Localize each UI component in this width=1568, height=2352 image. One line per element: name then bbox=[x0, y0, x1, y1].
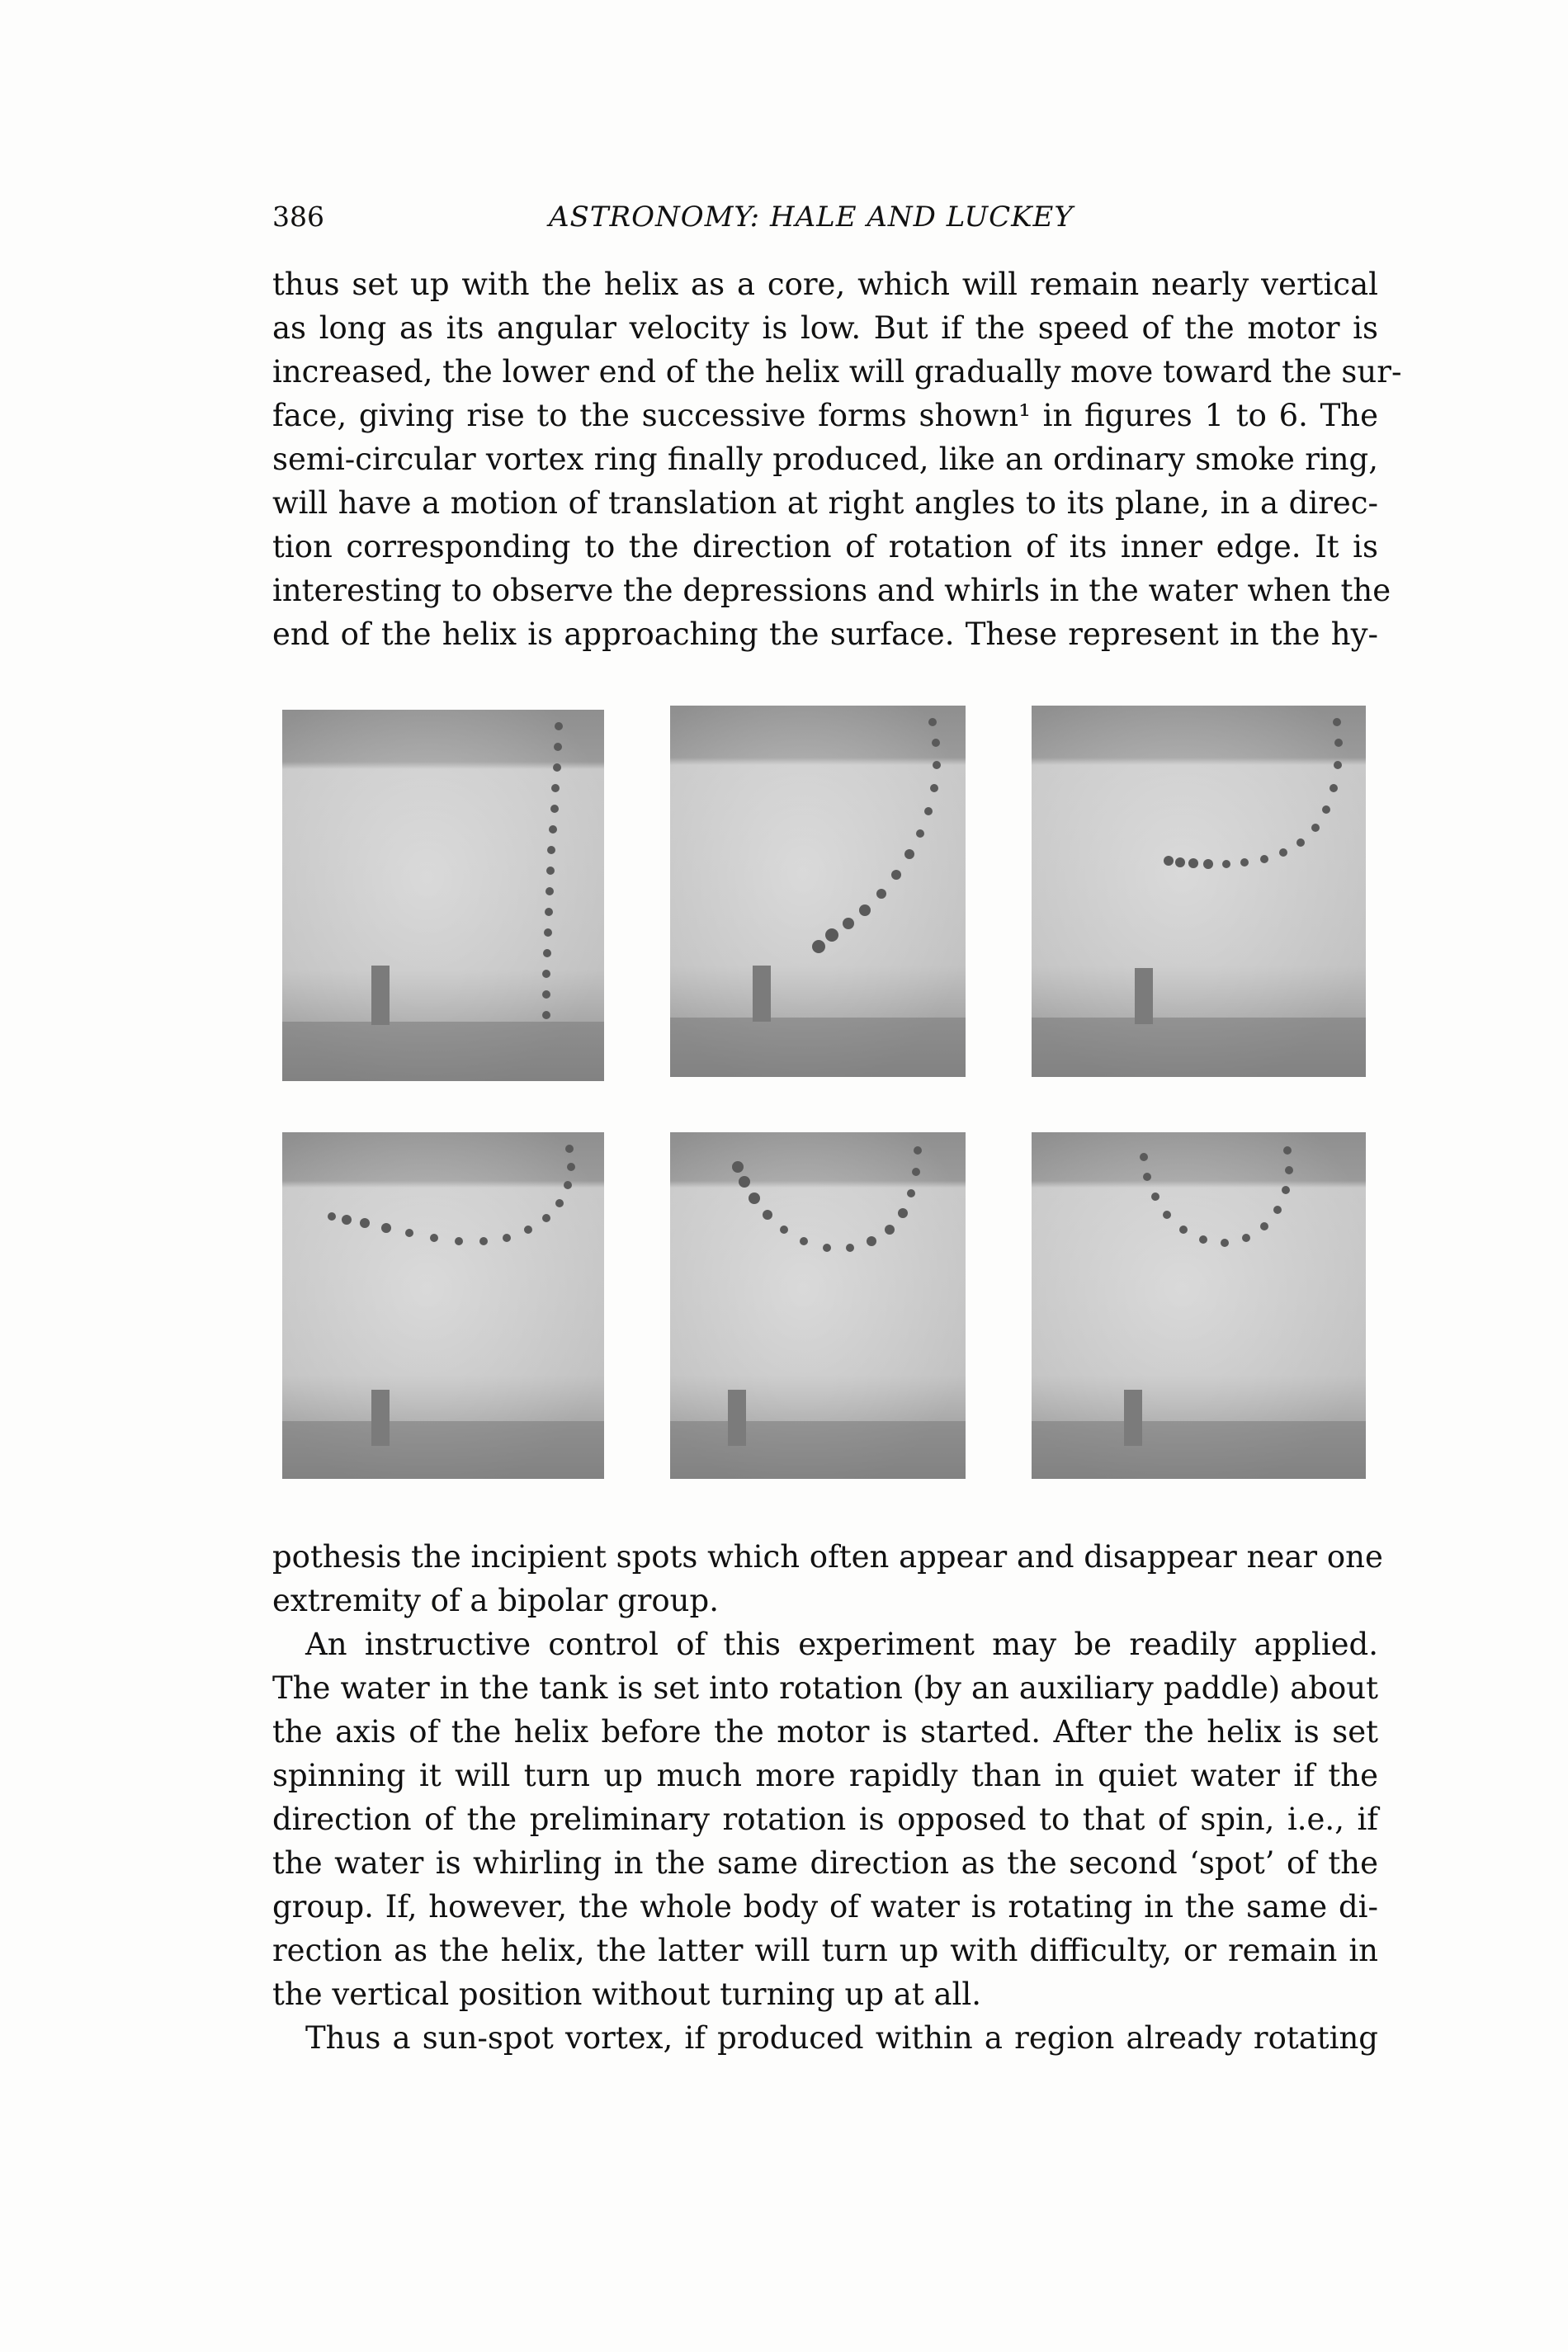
text-line: interesting to observe the depressions and whirls in the water when the bbox=[272, 573, 1391, 608]
text-line: end of the helix is approaching the surface. These represent in the hy- bbox=[272, 616, 1378, 652]
figure-2-photo bbox=[670, 706, 966, 1077]
text-line: An instructive control of this experiment may be readily applied. bbox=[305, 1627, 1378, 1662]
text-line: the axis of the helix before the motor is started. After the helix is set bbox=[272, 1714, 1378, 1750]
figure-5-photo bbox=[670, 1132, 966, 1479]
text-line: increased, the lower end of the helix will gradually move toward the sur- bbox=[272, 354, 1402, 390]
figure-4-photo bbox=[282, 1132, 604, 1479]
paragraph-4 bbox=[272, 2016, 1378, 2060]
paragraph-2 bbox=[272, 1535, 1383, 1622]
text-line: The water in the tank is set into rotation (by an auxiliary paddle) about bbox=[272, 1670, 1378, 1706]
text-line: as long as its angular velocity is low. But if the speed of the motor is bbox=[272, 310, 1378, 346]
text-line: extremity of a bipolar group. bbox=[272, 1583, 719, 1618]
text-line: tion corresponding to the direction of rotation of its inner edge. It is bbox=[272, 529, 1378, 564]
text-line: will have a motion of translation at right angles to its plane, in a direc- bbox=[272, 485, 1378, 521]
page-number: 386 bbox=[272, 201, 324, 233]
text-line: thus set up with the helix as a core, which will remain nearly vertical bbox=[272, 267, 1378, 302]
text-line: group. If, however, the whole body of water is rotating in the same di- bbox=[272, 1889, 1378, 1925]
text-line: the water is whirling in the same direction as the second ‘spot’ of the bbox=[272, 1845, 1378, 1881]
text-line: direction of the preliminary rotation is opposed to that of spin, i.e., if bbox=[272, 1802, 1378, 1837]
text-line: rection as the helix, the latter will turn up with difficulty, or remain in bbox=[272, 1933, 1378, 1968]
text-line: pothesis the incipient spots which often appear and disappear near one bbox=[272, 1539, 1383, 1575]
text-line: spinning it will turn up much more rapidly than in quiet water if the bbox=[272, 1758, 1378, 1793]
text-line: Thus a sun-spot vortex, if produced within a region already rotating bbox=[305, 2020, 1378, 2056]
figure-6-photo bbox=[1032, 1132, 1366, 1479]
figure-3-photo bbox=[1032, 706, 1366, 1077]
text-line: semi-circular vortex ring finally produced, like an ordinary smoke ring, bbox=[272, 442, 1378, 477]
running-head: ASTRONOMY: HALE AND LUCKEY bbox=[549, 201, 1074, 234]
figure-1-photo bbox=[282, 710, 604, 1081]
text-line: face, giving rise to the successive forms shown¹ in figures 1 to 6. The bbox=[272, 398, 1378, 433]
paragraph-3 bbox=[272, 1622, 1378, 2016]
text-line: the vertical position without turning up at all. bbox=[272, 1977, 981, 2012]
